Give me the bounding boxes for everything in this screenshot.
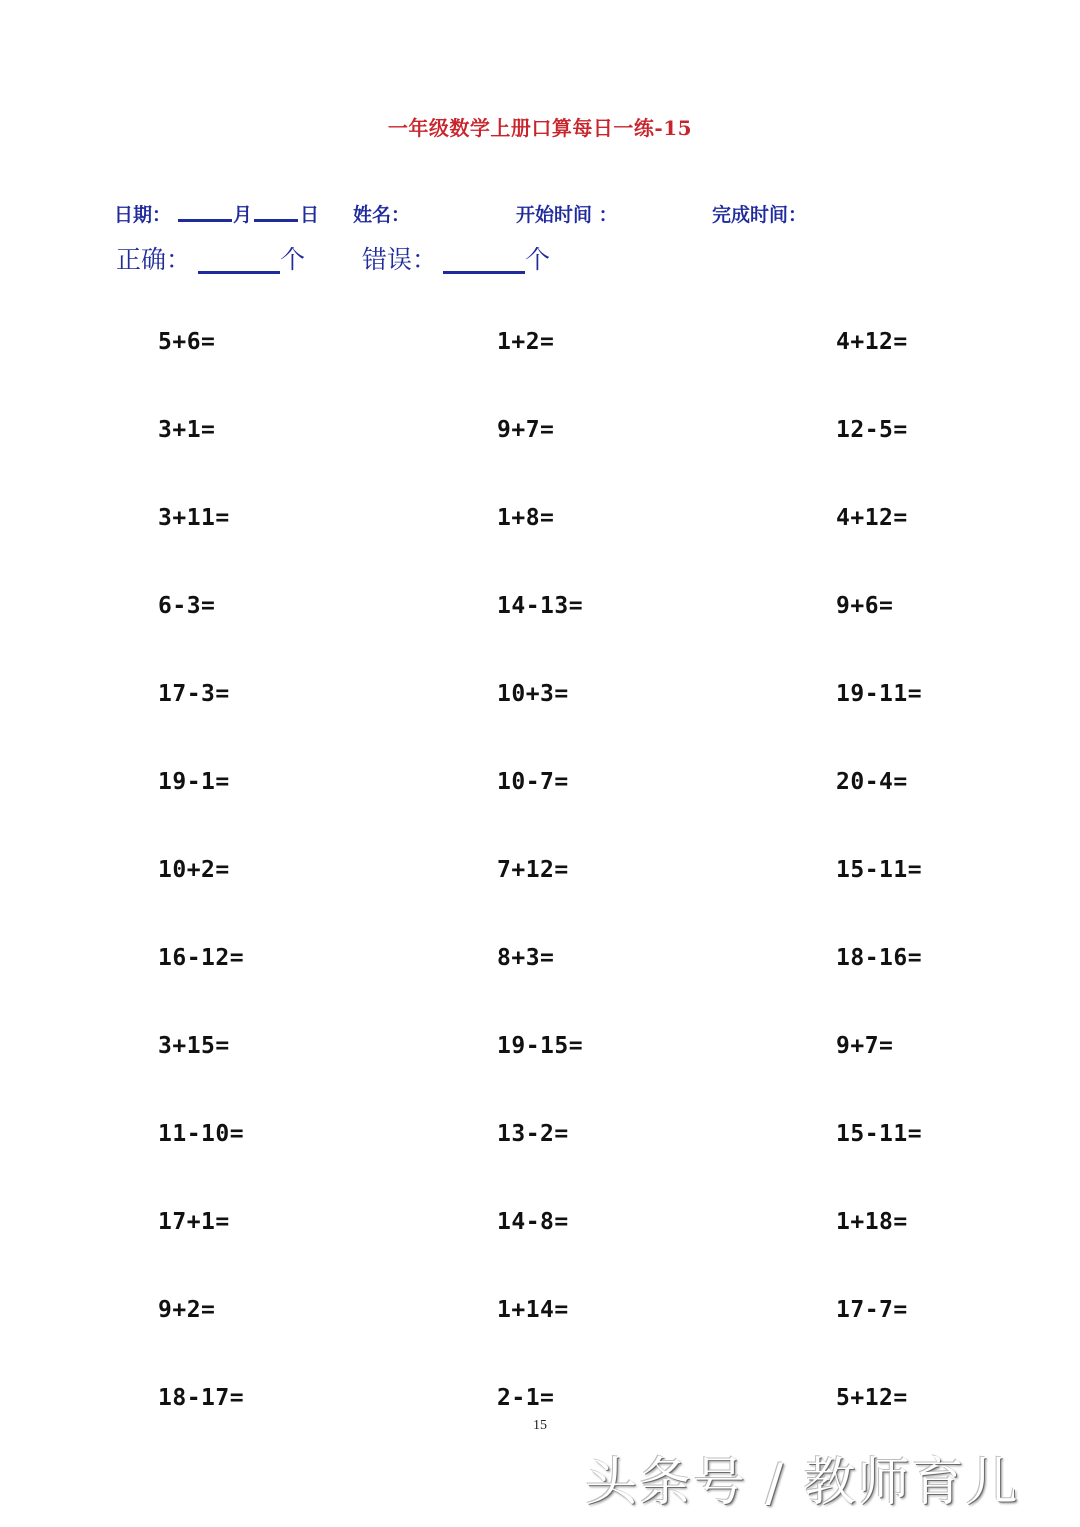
month-blank[interactable] [178,200,232,222]
correct-blank[interactable] [198,244,280,274]
problem-item: 20-4= [836,769,908,795]
problem-item: 10+2= [158,857,230,883]
problem-item: 12-5= [836,417,908,443]
problem-item: 11-10= [158,1121,245,1147]
problem-item: 3+15= [158,1033,230,1059]
problem-item: 17-7= [836,1297,908,1323]
page-number: 15 [533,1418,547,1433]
problem-item: 10+3= [497,681,569,707]
problem-item: 1+8= [497,505,555,531]
problem-item: 6-3= [158,593,216,619]
problem-item: 7+12= [497,857,569,883]
correct-unit: 个 [280,245,306,274]
problem-item: 5+6= [158,329,216,355]
day-label: 日 [300,204,320,226]
watermark: 头条号 / 教师育儿 [585,1453,1020,1513]
problem-item: 9+6= [836,593,894,619]
correct-label: 正确： [116,245,192,274]
problem-item: 19-1= [158,769,230,795]
problem-item: 2-1= [497,1385,555,1411]
problem-item: 19-11= [836,681,923,707]
worksheet-title: 一年级数学上册口算每日一练-15 [387,116,693,140]
problem-item: 4+12= [836,505,908,531]
problem-item: 14-13= [497,593,584,619]
problem-item: 1+14= [497,1297,569,1323]
start-time-label: 开始时间 ： [516,204,618,226]
wrong-blank[interactable] [443,244,525,274]
problem-item: 17-3= [158,681,230,707]
problem-item: 3+1= [158,417,216,443]
month-label: 月 [233,204,253,226]
problem-item: 9+7= [836,1033,894,1059]
problem-item: 19-15= [497,1033,584,1059]
problem-item: 5+12= [836,1385,908,1411]
problem-item: 3+11= [158,505,230,531]
problem-item: 1+18= [836,1209,908,1235]
problem-item: 16-12= [158,945,245,971]
problem-item: 15-11= [836,857,923,883]
problem-item: 14-8= [497,1209,569,1235]
finish-time-label: 完成时间： [712,204,808,226]
problem-item: 4+12= [836,329,908,355]
name-label: 姓名： [353,204,411,226]
problem-item: 18-16= [836,945,923,971]
problem-item: 13-2= [497,1121,569,1147]
problem-item: 9+2= [158,1297,216,1323]
day-blank[interactable] [254,200,298,222]
wrong-unit: 个 [525,245,551,274]
problem-item: 15-11= [836,1121,923,1147]
problem-item: 10-7= [497,769,569,795]
problem-item: 8+3= [497,945,555,971]
problem-item: 18-17= [158,1385,245,1411]
wrong-label: 错误： [362,245,438,274]
problem-item: 9+7= [497,417,555,443]
problem-item: 1+2= [497,329,555,355]
date-label: 日期： [114,204,172,226]
problem-item: 17+1= [158,1209,230,1235]
